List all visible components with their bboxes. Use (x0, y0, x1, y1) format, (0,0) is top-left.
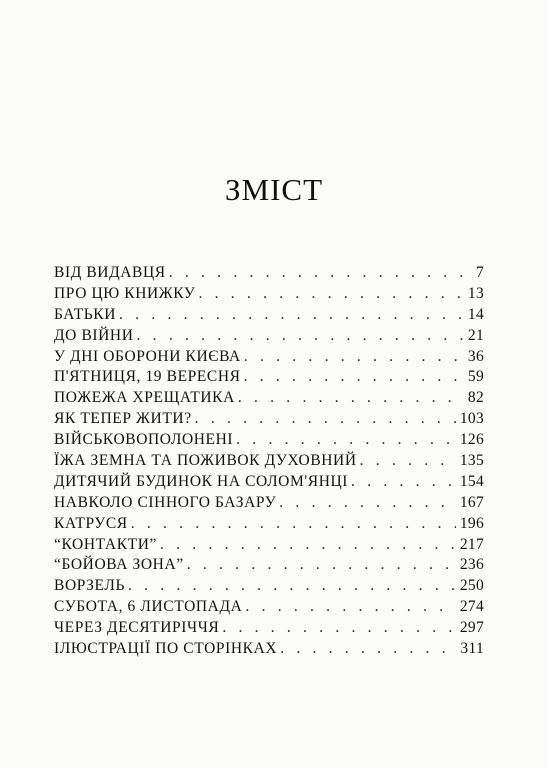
toc-entry[interactable] (54, 472, 484, 493)
dot-leader (241, 367, 464, 388)
dot-leader (134, 326, 464, 347)
toc-entry-title: ІЛЮСТРАЦІЇ ПО СТОРІНКАХ (54, 640, 278, 658)
table-of-contents (54, 263, 484, 660)
toc-entry-page-number: 311 (460, 640, 484, 658)
toc-entry-page-number: 196 (459, 514, 484, 532)
dot-leader (196, 284, 464, 305)
dot-leader (128, 514, 456, 535)
toc-entry-page-number: 14 (467, 305, 484, 323)
toc-entry-page-number: 154 (459, 472, 484, 490)
toc-entry[interactable] (54, 347, 484, 368)
toc-entry[interactable] (54, 388, 484, 409)
toc-entry-title: У ДНІ ОБОРОНИ КИЄВА (54, 347, 241, 365)
toc-entry-page-number: 59 (467, 368, 484, 386)
toc-entry[interactable] (54, 284, 484, 305)
toc-entry-title: “БОЙОВА ЗОНА” (54, 556, 184, 574)
toc-entry[interactable] (54, 451, 484, 472)
toc-entry-title: НАВКОЛО СІННОГО БАЗАРУ (54, 493, 277, 511)
dot-leader (184, 555, 456, 576)
toc-entry-title: ДИТЯЧИЙ БУДИНОК НА СОЛОМ'ЯНЦІ (54, 472, 349, 490)
toc-entry-title: КАТРУСЯ (54, 514, 128, 532)
toc-entry[interactable] (54, 597, 484, 618)
page-title: ЗМІСТ (224, 172, 324, 207)
toc-entry-page-number: 217 (459, 535, 484, 553)
dot-leader (357, 451, 456, 472)
toc-entry[interactable] (54, 535, 484, 556)
toc-entry-title: ВІД ВИДАВЦЯ (54, 264, 166, 281)
toc-entry-page-number: 135 (459, 452, 484, 470)
toc-entry-page-number: 7 (475, 264, 484, 281)
toc-entry-page-number: 36 (467, 347, 484, 365)
toc-entry-title: ВОРЗЕЛЬ (54, 577, 125, 595)
dot-leader (241, 347, 464, 368)
toc-entry-title: ЧЕРЕЗ ДЕСЯТИРІЧЧЯ (54, 619, 220, 637)
dot-leader (276, 493, 456, 514)
toc-entry[interactable] (54, 639, 484, 660)
toc-entry-title: ВІЙСЬКОВОПОЛОНЕНІ (54, 431, 234, 449)
toc-entry-page-number: 82 (467, 389, 484, 407)
toc-entry-title: ПОЖЕЖА ХРЕЩАТИКА (54, 389, 235, 407)
toc-entry-page-number: 21 (467, 326, 484, 344)
toc-entry-page-number: 274 (459, 598, 484, 616)
toc-entry[interactable] (54, 555, 484, 576)
toc-entry-title: “КОНТАКТИ” (54, 535, 157, 553)
dot-leader (277, 639, 456, 660)
toc-entry-page-number: 297 (459, 619, 484, 637)
toc-entry-page-number: 250 (459, 577, 484, 595)
toc-entry-page-number: 13 (467, 284, 484, 302)
toc-entry[interactable] (54, 430, 484, 451)
toc-entry-page-number: 103 (459, 410, 484, 428)
toc-entry[interactable] (54, 367, 484, 388)
toc-entry[interactable] (54, 263, 484, 284)
dot-leader (348, 472, 456, 493)
dot-leader (125, 576, 456, 597)
dot-leader (116, 305, 464, 326)
toc-entry[interactable] (54, 618, 484, 639)
toc-entry-title: П'ЯТНИЦЯ, 19 ВЕРЕСНЯ (54, 368, 241, 386)
toc-entry-page-number: 236 (459, 556, 484, 574)
toc-entry[interactable] (54, 576, 484, 597)
dot-leader (235, 388, 464, 409)
toc-entry-page-number: 167 (459, 493, 484, 511)
dot-leader (242, 597, 455, 618)
toc-entry-title: ЯК ТЕПЕР ЖИТИ? (54, 410, 192, 428)
dot-leader (166, 263, 472, 284)
toc-entry[interactable] (54, 305, 484, 326)
toc-entry[interactable] (54, 493, 484, 514)
toc-entry-title: БАТЬКИ (54, 305, 117, 323)
toc-entry[interactable] (54, 514, 484, 535)
dot-leader (233, 430, 456, 451)
toc-entry[interactable] (54, 409, 484, 430)
toc-entry-page-number: 126 (459, 431, 484, 449)
dot-leader (219, 618, 456, 639)
dot-leader (157, 535, 456, 556)
toc-entry-title: ДО ВІЙНИ (54, 326, 134, 344)
toc-entry-title: ЇЖА ЗЕМНА ТА ПОЖИВОК ДУХОВНИЙ (54, 452, 357, 470)
dot-leader (192, 409, 456, 430)
toc-entry-title: ПРО ЦЮ КНИЖКУ (54, 284, 196, 302)
toc-entry[interactable] (54, 326, 484, 347)
toc-entry-title: СУБОТА, 6 ЛИСТОПАДА (54, 598, 243, 616)
